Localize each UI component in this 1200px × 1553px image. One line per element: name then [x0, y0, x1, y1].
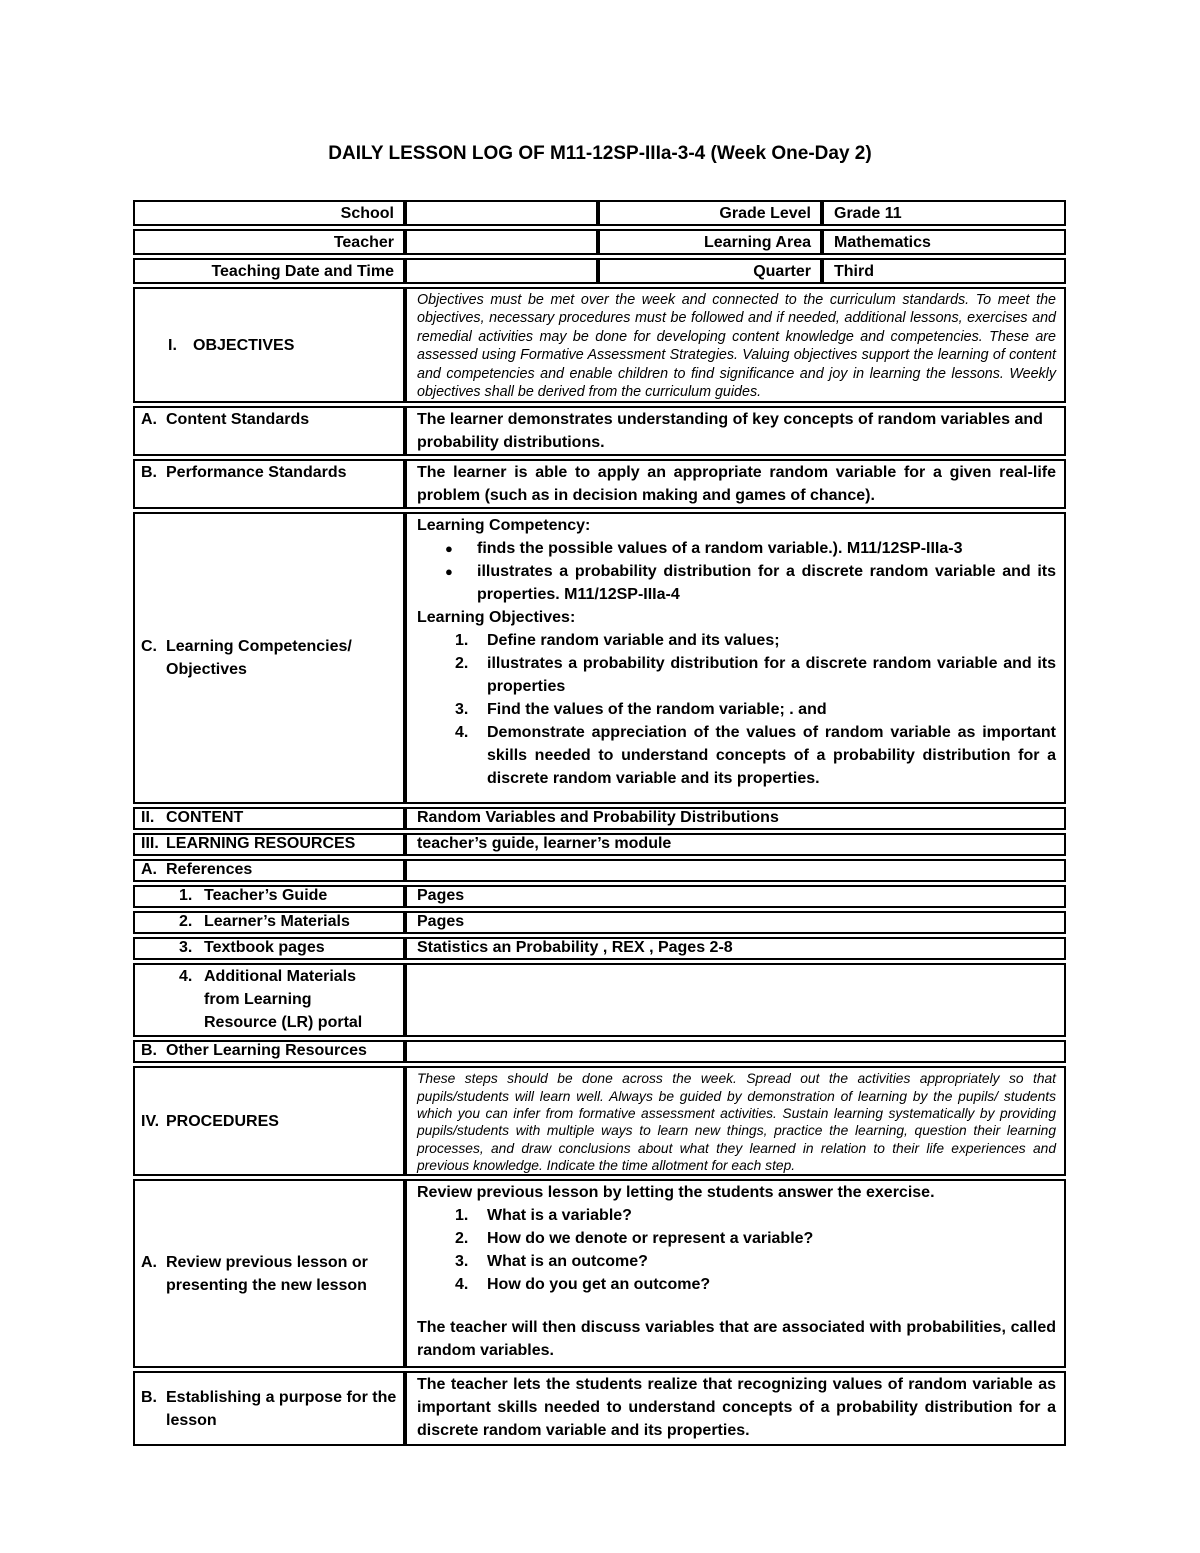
- teachers-guide-text-cell: [405, 885, 1066, 908]
- references-num: A.: [141, 861, 157, 879]
- learners-materials-num: 2.: [179, 913, 193, 931]
- establishing-label: Establishing a purpose for the lesson: [166, 1388, 397, 1429]
- objective-text: Find the values of the random variable; . and: [487, 701, 827, 719]
- performance-standards-label-cell: [133, 459, 405, 509]
- learning-area-value: Mathematics: [822, 229, 1066, 255]
- blank-line: [417, 1296, 1056, 1316]
- procedures-num: IV.: [141, 1112, 160, 1130]
- other-resources-label-cell: [133, 1040, 405, 1063]
- teaching-date-label: Teaching Date and Time: [133, 258, 405, 284]
- content-standards-text-cell: [405, 406, 1066, 456]
- textbook-pages-label: Textbook pages: [204, 939, 325, 957]
- teachers-guide-label: Teacher’s Guide: [204, 887, 328, 905]
- competencies-content-cell: [405, 512, 1066, 804]
- teacher-value: [405, 229, 598, 255]
- item-number: 3.: [455, 701, 469, 719]
- objective-text: Define random variable and its values;: [487, 632, 780, 650]
- procedures-label: PROCEDURES: [166, 1112, 279, 1130]
- review-question: What is a variable?: [487, 1207, 632, 1225]
- school-label: School: [133, 200, 405, 226]
- competencies-num: C.: [141, 638, 157, 656]
- performance-standards-label: Performance Standards: [166, 464, 347, 482]
- item-number: 1.: [455, 632, 469, 650]
- item-number: 2.: [455, 1230, 469, 1248]
- additional-materials-text-cell: [405, 963, 1066, 1037]
- list-item: [417, 652, 1056, 698]
- textbook-pages-text-cell: [405, 937, 1066, 960]
- textbook-pages-text: Statistics an Probability , REX , Pages 2-8: [417, 939, 733, 957]
- learning-resources-label-cell: [133, 833, 405, 856]
- row-learners-materials: [133, 911, 1066, 934]
- grade-level-value: Grade 11: [822, 200, 1066, 226]
- learning-resources-num: III.: [141, 835, 159, 853]
- list-item: [417, 560, 1056, 606]
- header-row-date: [133, 258, 1066, 284]
- procedures-label-cell: [133, 1066, 405, 1176]
- list-item: [417, 629, 1056, 652]
- competency-bullet-text: illustrates a probability distribution for a discrete random variable and its properties. M11/12SP-IIIa-4: [477, 563, 1056, 604]
- row-learning-competencies: [133, 512, 1066, 804]
- learners-materials-text-cell: [405, 911, 1066, 934]
- row-objectives: [133, 287, 1066, 403]
- other-resources-label: Other Learning Resources: [166, 1042, 367, 1060]
- objectives-section-label: [133, 287, 405, 403]
- row-establishing-purpose: [133, 1371, 1066, 1446]
- learning-area-label: Learning Area: [598, 229, 822, 255]
- objectives-heading: Learning Objectives:: [417, 609, 576, 627]
- procedures-guidance-cell: [405, 1066, 1066, 1176]
- performance-standards-text-cell: [405, 459, 1066, 509]
- document-title: DAILY LESSON LOG OF M11-12SP-IIIa-3-4 (Week One-Day 2): [328, 143, 872, 164]
- additional-materials-label-cell: [133, 963, 405, 1037]
- item-number: 4.: [455, 1276, 469, 1294]
- additional-materials-label: Additional Materials from Learning Resource (LR) portal: [204, 968, 363, 1032]
- teaching-date-value: [405, 258, 598, 284]
- references-label-cell: [133, 859, 405, 882]
- competencies-label: Learning Competencies/ Objectives: [166, 638, 352, 679]
- row-other-resources: [133, 1040, 1066, 1063]
- learning-resources-text-cell: [405, 833, 1066, 856]
- item-number: 2.: [455, 655, 469, 673]
- teachers-guide-label-cell: [133, 885, 405, 908]
- learning-resources-label: LEARNING RESOURCES: [166, 835, 356, 853]
- list-item: [417, 1227, 1056, 1250]
- content-standards-text: The learner demonstrates understanding of key concepts of random variables and probability distributions.: [417, 411, 1043, 452]
- procedures-guidance-text: These steps should be done across the week. Spread out the activities appropriately so that pupils/students will learn well. Always be guided by demonstration of learning by the pupils/ students which you can infer from formative assessment activities. Sustain learning systematically by providing pupils/students with multiple ways to learn new things, practice the learning, question their learning processes, and draw conclusions about what they learned in relation to their life experiences and previous knowledge. Indicate the time allotment for each step.: [417, 1071, 1056, 1173]
- list-item: [417, 721, 1056, 790]
- school-value: [405, 200, 598, 226]
- content-text: Random Variables and Probability Distributions: [417, 809, 779, 827]
- content-standards-num: A.: [141, 411, 157, 429]
- row-learning-resources: [133, 833, 1066, 856]
- learners-materials-label: Learner’s Materials: [204, 913, 350, 931]
- performance-standards-num: B.: [141, 464, 157, 482]
- additional-materials-num: 4.: [179, 968, 193, 986]
- row-teachers-guide: [133, 885, 1066, 908]
- grade-level-label: Grade Level: [598, 200, 822, 226]
- objectives-label: OBJECTIVES: [193, 336, 295, 354]
- review-content-cell: [405, 1179, 1066, 1368]
- teachers-guide-num: 1.: [179, 887, 193, 905]
- references-label: References: [166, 861, 253, 879]
- item-number: 3.: [455, 1253, 469, 1271]
- objectives-guidance-text: Objectives must be met over the week and connected to the curriculum standards. To meet the objectives, necessary procedures must be followed and if needed, additional lessons, exercises and remedial activities may be done for developing content knowledge and competencies. These are assessed using Formative Assessment Strategies. Valuing objectives support the learning of content and competencies and enable children to find significance and joy in learning the lessons. Weekly objectives shall be derived from the curriculum guides.: [417, 292, 1056, 401]
- row-performance-standards: [133, 459, 1066, 509]
- row-review-previous-lesson: [133, 1179, 1066, 1368]
- content-standards-label: Content Standards: [166, 411, 310, 429]
- learners-materials-label-cell: [133, 911, 405, 934]
- objective-text: Demonstrate appreciation of the values of random variable as important skills needed to understand concepts of a probability distribution for a discrete random variable and its properties.: [487, 724, 1056, 788]
- competency-bullet-text: finds the possible values of a random variable.). M11/12SP-IIIa-3: [477, 540, 963, 558]
- teachers-guide-text: Pages: [417, 887, 465, 905]
- review-question: How do you get an outcome?: [487, 1276, 711, 1294]
- establishing-label-cell: [133, 1371, 405, 1446]
- content-label-cell: [133, 807, 405, 830]
- review-intro: Review previous lesson by letting the students answer the exercise.: [417, 1184, 935, 1202]
- row-content-standards: [133, 406, 1066, 456]
- establishing-text: The teacher lets the students realize that recognizing values of random variable as important skills needed to understand concepts of a probability distribution for a discrete random variable and its properties.: [417, 1376, 1056, 1440]
- item-number: 1.: [455, 1207, 469, 1225]
- content-standards-label-cell: [133, 406, 405, 456]
- textbook-pages-num: 3.: [179, 939, 193, 957]
- list-item: [417, 537, 1056, 560]
- row-additional-materials: [133, 963, 1066, 1037]
- item-number: 4.: [455, 724, 469, 742]
- row-procedures: [133, 1066, 1066, 1176]
- bullet-icon: ●: [445, 564, 453, 580]
- references-text-cell: [405, 859, 1066, 882]
- content-text-cell: [405, 807, 1066, 830]
- learning-resources-text: teacher’s guide, learner’s module: [417, 835, 672, 853]
- content-num: II.: [141, 809, 155, 827]
- other-resources-text-cell: [405, 1040, 1066, 1063]
- competencies-label-cell: [133, 512, 405, 804]
- header-row-school: [133, 200, 1066, 226]
- textbook-pages-label-cell: [133, 937, 405, 960]
- review-label: Review previous lesson or presenting the new lesson: [166, 1253, 368, 1294]
- review-question: How do we denote or represent a variable?: [487, 1230, 814, 1248]
- learners-materials-text: Pages: [417, 913, 465, 931]
- content-label: CONTENT: [166, 809, 244, 827]
- lesson-log-table: [133, 197, 1066, 1449]
- review-followup: The teacher will then discuss variables that are associated with probabilities, called random variables.: [417, 1319, 1056, 1360]
- other-resources-num: B.: [141, 1042, 157, 1060]
- objectives-num: I.: [168, 336, 177, 354]
- list-item: [417, 1204, 1056, 1227]
- list-item: [417, 1250, 1056, 1273]
- review-num: A.: [141, 1253, 157, 1271]
- bullet-icon: ●: [445, 541, 453, 557]
- competency-heading: Learning Competency:: [417, 517, 591, 535]
- objectives-guidance-cell: [405, 287, 1066, 403]
- review-question: What is an outcome?: [487, 1253, 648, 1271]
- row-textbook-pages: [133, 937, 1066, 960]
- list-item: [417, 1273, 1056, 1296]
- header-row-teacher: [133, 229, 1066, 255]
- performance-standards-text: The learner is able to apply an appropriate random variable for a given real-life problem (such as in decision making and games of chance).: [417, 464, 1056, 505]
- objective-text: illustrates a probability distribution for a discrete random variable and its properties: [487, 655, 1056, 696]
- row-content: [133, 807, 1066, 830]
- establishing-text-cell: [405, 1371, 1066, 1446]
- list-item: [417, 698, 1056, 721]
- establishing-num: B.: [141, 1388, 157, 1406]
- teacher-label: Teacher: [133, 229, 405, 255]
- quarter-label: Quarter: [598, 258, 822, 284]
- quarter-value: Third: [822, 258, 1066, 284]
- review-label-cell: [133, 1179, 405, 1368]
- row-references: [133, 859, 1066, 882]
